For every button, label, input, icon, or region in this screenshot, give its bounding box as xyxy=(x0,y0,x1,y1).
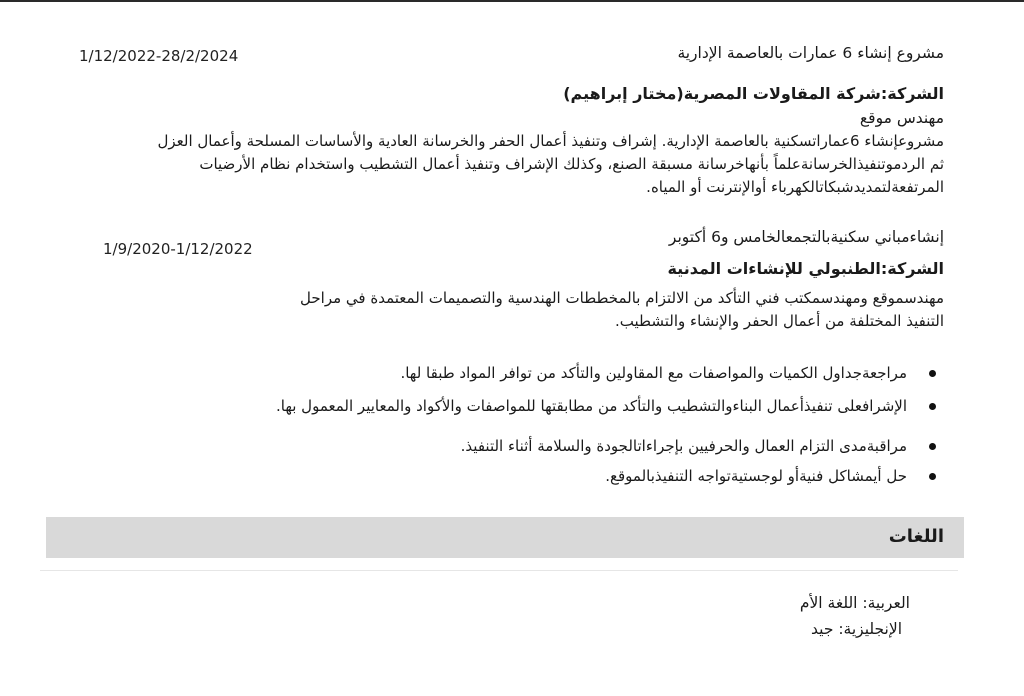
language-item-english: الإنجليزية: جيد xyxy=(811,620,902,638)
languages-section-title: اللغات xyxy=(888,526,944,547)
job2-description-line: التنفيذ المختلفة من أعمال الحفر والإنشاء والتشطيب. xyxy=(615,312,944,330)
list-item xyxy=(461,437,936,455)
job2-dates: 1/9/2020-1/12/2022 xyxy=(103,240,253,258)
bullet-icon xyxy=(929,443,936,450)
list-item-text: مراقبةمدى التزام العمال والحرفيين بإجراءاتالجودة والسلامة أثناء التنفيذ. xyxy=(460,437,907,455)
language-item-arabic: العربية: اللغة الأم xyxy=(799,594,910,612)
languages-section-header xyxy=(46,517,964,558)
job2-description-line: مهندسموقع ومهندسمكتب فني التأكد من الالتزام بالمخططات الهندسية والتصميمات المعتمدة في مراحل xyxy=(300,289,944,307)
list-item xyxy=(605,467,936,485)
job2-description xyxy=(124,287,944,333)
bullet-icon xyxy=(929,370,936,377)
list-item-text: الإشرافعلى تنفيذأعمال البناءوالتشطيب والتأكد من مطابقتها للمواصفات والأكواد والمعايير المعمول بها. xyxy=(275,397,907,415)
section-divider xyxy=(40,570,958,571)
job1-description xyxy=(14,130,944,199)
job1-description-line: مشروعإنشاء 6عماراتسكنية بالعاصمة الإدارية. إشراف وتنفيذ أعمال الحفر والخرسانة العادية والأساسات المسلحة وأعمال العزل xyxy=(157,132,944,150)
job2-company: الشركة:الطنبولي للإنشاءات المدنية xyxy=(667,259,944,278)
list-item-text: مراجعةجداول الكميات والمواصفات مع المقاولين والتأكد من توافر المواد طبقا لها. xyxy=(400,364,907,382)
list-item-text: حل أيمشاكل فنيةأو لوجستيةتواجه التنفيذبالموقع. xyxy=(605,467,907,485)
bullet-icon xyxy=(929,473,936,480)
job1-description-line: المرتفعةلتمديدشبكاتالكهرباء أوالإنترنت أو المياه. xyxy=(646,178,944,196)
list-item xyxy=(276,397,936,415)
job1-description-line: ثم الردموتنفيذالخرسانةعلماً بأنهاخرسانة مسبقة الصنع، وكذلك الإشراف وتنفيذ أعمال التشطيب واستخدام نظام الأرضيات xyxy=(199,155,944,173)
job2-project-title: إنشاءمباني سكنيةبالتجمعالخامس و6 أكتوبر xyxy=(668,228,944,246)
list-item xyxy=(400,364,936,382)
top-border xyxy=(0,0,1024,2)
job1-dates: 1/12/2022-28/2/2024 xyxy=(79,47,239,65)
job1-project-title: مشروع إنشاء 6 عمارات بالعاصمة الإدارية xyxy=(677,44,944,62)
bullet-icon xyxy=(929,403,936,410)
job1-role: مهندس موقع xyxy=(859,109,944,127)
job1-company: الشركة:شركة المقاولات المصرية(مختار إبراهيم) xyxy=(563,84,944,103)
